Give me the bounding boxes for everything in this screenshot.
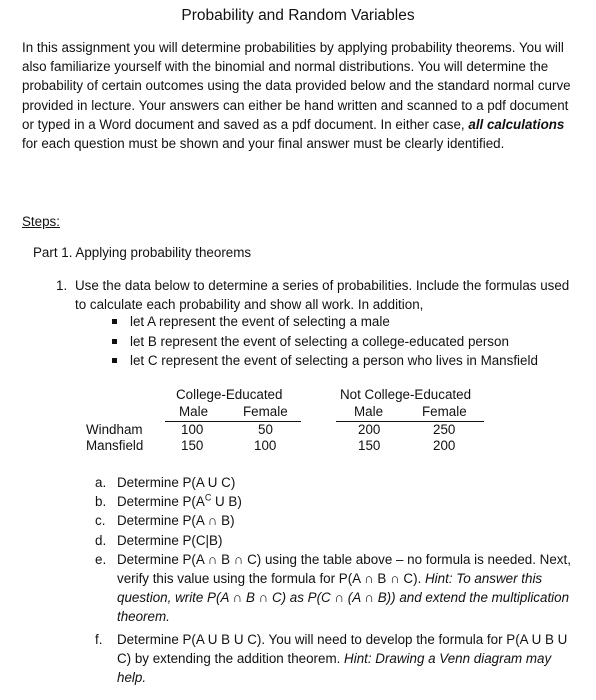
intro-text-part2: for each question must be shown and your final answer must be clearly identified. [22, 136, 505, 152]
table-sub-header: Male [179, 404, 209, 419]
subquestion-label: e. [95, 551, 107, 567]
subquestion-text: Determine P(C|B) [117, 532, 223, 548]
bullet-list [112, 312, 538, 371]
part1-heading: Part 1. Applying probability theorems [33, 245, 252, 260]
table-cell: 50 [258, 422, 273, 437]
subquestion-label: c. [95, 513, 106, 529]
subquestion-label: a. [95, 475, 107, 490]
subquestion-a [95, 473, 580, 492]
subquestion-b [95, 492, 580, 511]
subquestion-text: Determine P(A U B U C). You will need to develop the formula for P(A U B U C) by extending the addition theorem. [117, 631, 568, 666]
subquestion-f [95, 630, 580, 688]
subquestion-label: f. [95, 631, 103, 647]
intro-paragraph [22, 38, 577, 153]
table-sub-header: Female [243, 404, 288, 419]
question-1 [56, 276, 576, 314]
subquestion-d [95, 531, 580, 550]
table-cell: 150 [358, 438, 381, 453]
page-title: Probability and Random Variables [181, 7, 415, 24]
table-cell: 200 [358, 422, 381, 437]
question-text: Use the data below to determine a series of probabilities. Include the formulas used to calculate each probability and show all work. In addition, [75, 278, 570, 312]
table-cell: 200 [433, 438, 456, 453]
subquestion-text: Determine P(A ∩ B ∩ C) using the table above – no formula is needed. Next, verify this value using the formula for P(A ∩ B ∩ C). [117, 551, 571, 587]
subquestion-label: b. [95, 494, 107, 510]
subquestion-label: d. [95, 532, 107, 548]
subquestion-text: Determine P(A ∩ B) [117, 513, 235, 529]
table-group-header: Not College-Educated [340, 387, 472, 402]
bullet-item: let B represent the event of selecting a college-educated person [112, 332, 538, 352]
subquestion-c [95, 511, 580, 530]
table-row-label: Windham [86, 422, 143, 437]
table-sub-header: Male [354, 404, 384, 419]
table-cell: 150 [181, 438, 204, 453]
subquestion-list [95, 473, 580, 687]
table-group-header: College-Educated [176, 387, 283, 402]
subquestion-hint: Hint: To answer this question, write P(A ∩ B ∩ C) as P(C ∩ (A ∩ B)) and extend the multiplication theorem. [117, 571, 570, 625]
bullet-item: let A represent the event of selecting a male [112, 312, 538, 332]
table-cell: 100 [254, 438, 277, 453]
table-cell: 100 [181, 422, 204, 437]
subquestion-text: Determine P(A [117, 494, 205, 510]
table-row-label: Mansfield [86, 438, 144, 453]
table-cell: 250 [433, 422, 456, 437]
subquestion-text-cont: U B) [211, 494, 242, 510]
question-number: 1. [56, 278, 68, 293]
complement-superscript: C [204, 492, 212, 503]
table-sub-header: Female [422, 404, 467, 419]
subquestion-e [95, 550, 580, 627]
subquestion-text: Determine P(A U C) [117, 475, 236, 490]
intro-emphasis: all calculations [468, 116, 565, 132]
subquestion-hint: Hint: Drawing a Venn diagram may help. [117, 650, 552, 686]
bullet-item: let C represent the event of selecting a person who lives in Mansfield [112, 351, 538, 371]
steps-heading: Steps: [22, 214, 60, 229]
intro-text-part1: In this assignment you will determine probabilities by applying probability theorems. You will also familiarize yourself with the binomial and normal distributions. You will determine the probability of certain outcomes using the data provided below and the standard normal curve provided in lecture. Your answers can either be hand written and scanned to a pdf document or typed in a Word document and saved as a pdf document. In either case, [22, 40, 571, 132]
